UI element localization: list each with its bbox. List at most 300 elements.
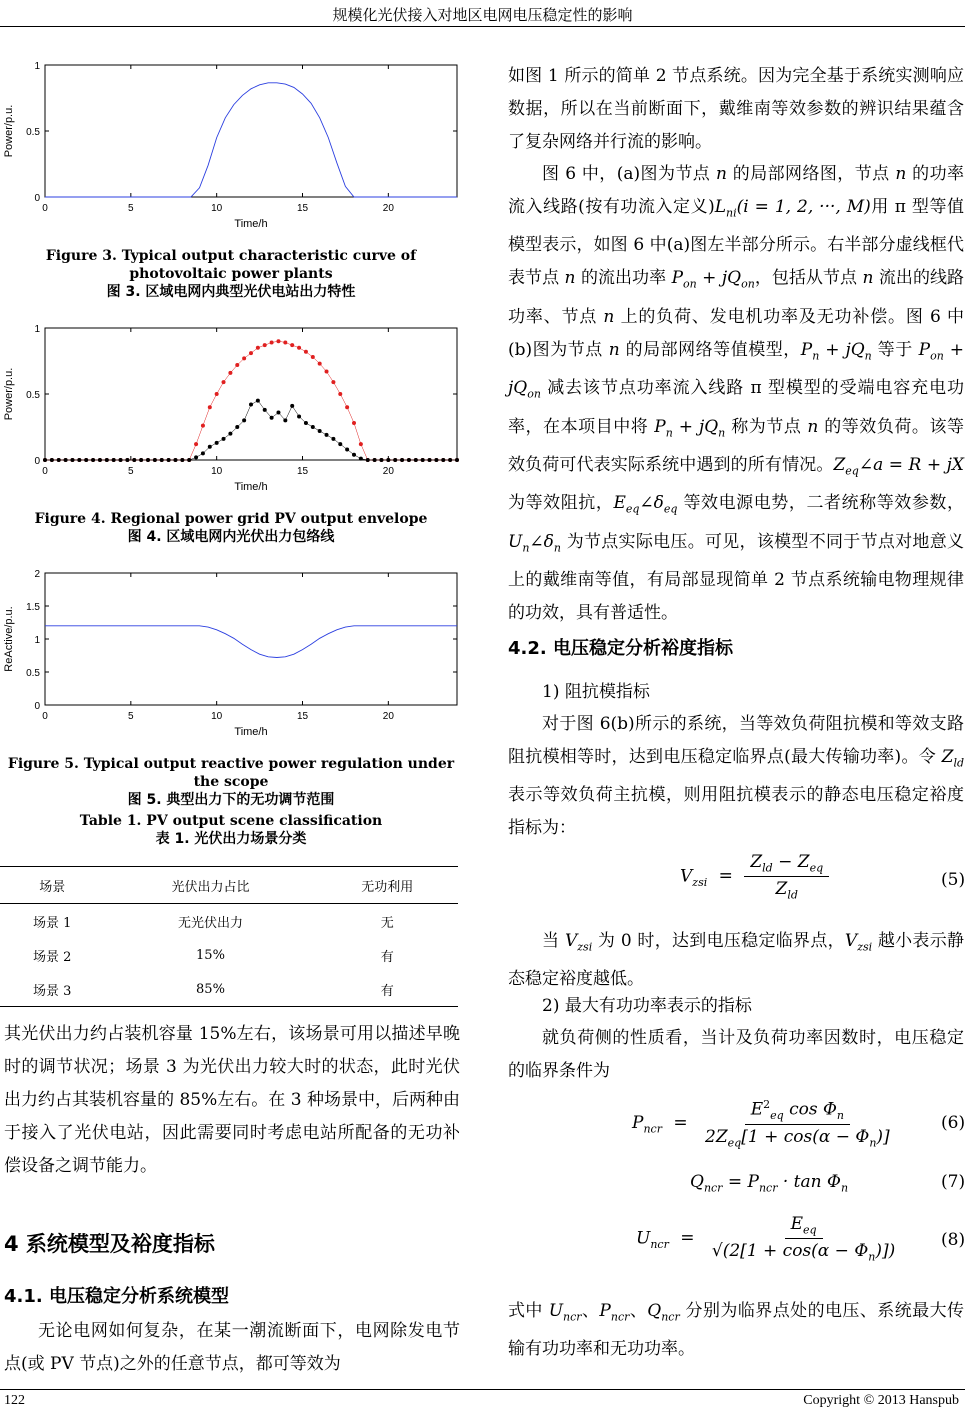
text-run: 越小表示静态稳定裕度越低。 (508, 931, 965, 990)
series-line (45, 401, 457, 460)
math-var: E (750, 1099, 764, 1120)
data-point (407, 458, 411, 462)
data-point (345, 405, 349, 409)
math-var: n (807, 416, 819, 437)
data-point (228, 371, 232, 375)
data-point (331, 380, 335, 384)
series-line (45, 83, 457, 197)
series-line (45, 341, 457, 460)
denominator: $√(2[1 + \cos(\alpha - \Phi_n)])$ (711, 1241, 896, 1264)
math-expr: + jQ (696, 268, 742, 289)
data-point (167, 458, 171, 462)
section-4-heading: 4 系统模型及裕度指标 (4, 1232, 215, 1256)
math-var: P (918, 339, 931, 360)
math-var: V (564, 931, 578, 951)
section-42-heading: 4.2. 电压稳定分析裕度指标 (508, 638, 733, 659)
data-point (352, 421, 356, 425)
y-tick-label: 0 (34, 456, 40, 467)
table-header-row (0, 867, 458, 904)
item-1: 1) 阻抗模指标 (542, 682, 650, 702)
math-expr: + jQ (508, 339, 964, 399)
data-point (379, 458, 383, 462)
data-point (112, 458, 116, 462)
math-sub: ni (726, 206, 737, 220)
text-run: 流出的线路功率、节点 (508, 268, 965, 327)
math-op: = (673, 1113, 688, 1134)
text-run: 、 (629, 1301, 648, 1321)
text-run: 的等效负荷。该等效负荷可代表实际系统中遇到的所有情况。 (508, 416, 965, 475)
math-var: n (608, 339, 620, 360)
right-paragraph-6 (508, 1295, 964, 1366)
data-point (201, 451, 205, 455)
copyright: Copyright © 2013 Hanspub (803, 1393, 959, 1408)
math-sub: zsi (577, 940, 593, 954)
math-expr: √(2[1 + cos(α − Φ (711, 1241, 869, 1262)
item-2: 2) 最大有功功率表示的指标 (542, 996, 752, 1016)
data-point (43, 458, 47, 462)
math-var: L (714, 197, 727, 217)
data-point (283, 341, 287, 345)
data-point (249, 351, 253, 355)
fraction (706, 1214, 901, 1264)
data-point (318, 429, 322, 433)
x-tick-label: 10 (211, 203, 223, 214)
data-point (105, 458, 109, 462)
data-point (338, 392, 342, 396)
y-tick-label: 1 (34, 61, 40, 72)
chart-fig4 (0, 318, 462, 498)
data-point (70, 458, 74, 462)
table-cell: 有 (317, 972, 458, 1007)
table-header: 无功利用 (317, 867, 458, 904)
y-tick-label: 0 (34, 701, 40, 712)
data-point (352, 453, 356, 457)
math-var: E (790, 1214, 804, 1234)
y-axis-label: Power/p.u. (3, 104, 15, 158)
data-point (91, 458, 95, 462)
equation-5 (680, 852, 829, 902)
text-run: 为等效阻抗， (508, 493, 614, 514)
data-point (215, 392, 219, 396)
data-point (325, 370, 329, 374)
math-sub: n (553, 541, 561, 555)
table-header: 光伏出力占比 (104, 867, 316, 904)
table1-caption-en: Table 1. PV output scene classification (79, 813, 383, 829)
math-sub: eq (803, 1223, 817, 1237)
figure3-caption-zh: 图 3. 区域电网内典型光伏电站出力特性 (106, 284, 356, 300)
math-sub: ncr (703, 1181, 723, 1195)
data-point (311, 425, 315, 429)
data-point (208, 445, 212, 449)
x-tick-label: 10 (211, 711, 223, 722)
math-expr: + jQ (672, 416, 719, 437)
data-point (325, 433, 329, 437)
data-point (359, 457, 363, 461)
table-row (0, 938, 458, 972)
data-point (414, 458, 418, 462)
math-var: V (680, 866, 693, 887)
math-sub: n (869, 1136, 877, 1150)
numerator (745, 1098, 850, 1125)
math-var: P (654, 416, 666, 437)
left-paragraph-1: 其光伏出力约占装机容量 15%左右，该场景可用以描述早晚时的调节状况；场景 3 为光伏出力较大时的状态，此时光伏出力约占其装机容量的 85%左右。在 3 种场景中，后两种由于接入了光伏电站，因此需要同时考虑电站所配备的无功补偿设备之调节能力。 (4, 1024, 460, 1176)
table-cell: 15% (196, 947, 225, 963)
table-row (0, 972, 458, 1007)
math-var: Q (690, 1172, 704, 1192)
data-point (242, 356, 246, 360)
math-sub: eq (727, 1136, 742, 1150)
page-number: 122 (4, 1393, 25, 1408)
fraction (699, 1098, 896, 1149)
math-sup: 2 (763, 1098, 771, 1111)
table-cell: 有 (380, 949, 394, 965)
data-point (448, 458, 452, 462)
math-sub: ncr (610, 1310, 630, 1324)
chart-fig5 (0, 563, 462, 743)
math-sub: ncr (563, 1310, 582, 1324)
math-sub: ld (762, 861, 773, 875)
math-sub: eq (845, 464, 859, 478)
math-sub: zsi (692, 875, 708, 889)
data-point (373, 458, 377, 462)
figure4-caption (0, 510, 462, 546)
data-point (208, 405, 212, 409)
right-paragraph-2 (508, 158, 964, 630)
math-sub: n (864, 349, 872, 363)
fraction (744, 852, 829, 902)
data-point (119, 458, 123, 462)
data-point (318, 362, 322, 366)
y-tick-label: 1.5 (26, 602, 40, 613)
table-header: 场景 (0, 867, 104, 904)
math-expr: ∠a = R + jX (858, 454, 965, 475)
data-point (290, 404, 294, 408)
data-point (263, 408, 267, 412)
figure4-caption-zh: 图 4. 区域电网内光伏出力包络线 (127, 529, 335, 545)
data-point (222, 380, 226, 384)
data-point (50, 458, 54, 462)
table-cell: 场景 3 (0, 972, 104, 1007)
section-41-heading: 4.1. 电压稳定分析系统模型 (4, 1286, 229, 1307)
data-point (270, 341, 274, 345)
math-sub: on (741, 277, 755, 291)
table-cell: 85% (104, 972, 316, 1007)
x-tick-label: 0 (42, 711, 48, 722)
table1-caption (0, 812, 462, 848)
math-var: n (716, 164, 727, 184)
text-run: 的流出功率 (575, 268, 672, 289)
numerator (744, 852, 829, 877)
math-sub: n (836, 1109, 845, 1123)
x-axis-label: Time/h (234, 726, 268, 738)
figure5-caption-en: Figure 5. Typical output reactive power regulation under the scope (7, 756, 455, 790)
math-sub: n (522, 541, 530, 555)
data-point (304, 350, 308, 354)
data-point (434, 458, 438, 462)
math-sub: n (868, 1250, 876, 1264)
data-point (338, 442, 342, 446)
math-sub: on (930, 349, 944, 363)
math-sub: n (718, 425, 726, 439)
right-paragraph-5: 就负荷侧的性质看，当计及负荷功率因数时，电压稳定的临界条件为 (508, 1028, 964, 1081)
equation-6-number: (6) (941, 1113, 965, 1133)
text-run: 减去该节点功率流入线路 π 型模型的受端电容充电功率，在本项目中将 (508, 378, 964, 437)
math-sub: ld (953, 756, 964, 770)
figure5-caption-zh: 图 5. 典型出力下的无功调节范围 (127, 792, 335, 808)
y-axis-label: Power/p.u. (3, 367, 15, 421)
equation-8-number: (8) (941, 1230, 965, 1250)
data-point (98, 458, 102, 462)
math-sub: ncr (661, 1310, 680, 1324)
data-point (276, 339, 280, 343)
math-expr: [1 + cos(α − Φ (741, 1127, 870, 1148)
header-rule (0, 26, 965, 27)
math-op: = (680, 1228, 695, 1249)
x-tick-label: 5 (128, 466, 134, 477)
math-var: P (800, 339, 813, 360)
table-row (0, 904, 458, 939)
text-run: 当 (542, 931, 565, 951)
text-run: 用 π 型等值模型表示，如图 6 中(a)图左半部分所示。右半部分虚线框代表节点 (508, 197, 964, 289)
x-tick-label: 0 (42, 203, 48, 214)
figure5-caption (0, 755, 462, 809)
math-var: n (603, 306, 615, 327)
data-point (421, 458, 425, 462)
math-expr: · tan Φ (777, 1172, 841, 1192)
plot-frame (45, 65, 457, 197)
math-var: U (508, 531, 523, 552)
data-point (215, 441, 219, 445)
data-point (132, 458, 136, 462)
data-point (84, 458, 88, 462)
figure3-caption-en: Figure 3. Typical output characteristic curve of photovoltaic power plants (45, 248, 417, 282)
data-point (222, 437, 226, 441)
data-point (194, 455, 198, 459)
chart-fig3 (0, 55, 462, 235)
text-run: ，包括从节点 (754, 268, 863, 289)
text-run: 表示等效负荷主抗模，则用阻抗模表示的静态电压稳定裕度指标为： (508, 785, 964, 839)
data-point (187, 458, 191, 462)
data-point (139, 458, 143, 462)
data-point (173, 458, 177, 462)
equation-6 (632, 1098, 896, 1149)
scene-table (0, 866, 458, 1007)
math-var: Z (941, 747, 954, 767)
data-point (270, 416, 274, 420)
equation-7-number: (7) (941, 1172, 965, 1192)
math-var: Z (775, 879, 788, 900)
x-tick-label: 20 (382, 711, 394, 722)
math-sub: n (812, 349, 820, 363)
text-run: 的局部网络图，节点 (726, 164, 896, 184)
x-axis-label: Time/h (234, 218, 268, 230)
footer-rule (0, 1389, 965, 1390)
data-point (290, 343, 294, 347)
x-tick-label: 20 (382, 466, 394, 477)
data-point (249, 403, 253, 407)
y-tick-label: 1 (34, 324, 40, 335)
math-var: P (599, 1301, 611, 1321)
data-point (345, 447, 349, 451)
data-point (57, 458, 61, 462)
math-var: V (844, 931, 858, 951)
data-point (146, 458, 150, 462)
data-point (366, 458, 370, 462)
math-var: n (862, 268, 874, 289)
data-point (304, 421, 308, 425)
data-point (125, 458, 129, 462)
data-point (311, 355, 315, 359)
data-point (441, 458, 445, 462)
table-cell: 场景 2 (33, 949, 72, 965)
figure3-caption (0, 247, 462, 301)
text-run: 称为节点 (725, 416, 808, 437)
data-point (386, 458, 390, 462)
data-point (228, 432, 232, 436)
math-sub: ld (787, 888, 798, 902)
text-run: 、 (581, 1301, 600, 1321)
math-var: P (671, 268, 684, 289)
math-sub: on (527, 387, 541, 401)
y-tick-label: 1 (34, 635, 40, 646)
y-tick-label: 0.5 (26, 390, 40, 401)
math-op: = (718, 866, 733, 887)
table-cell: 无光伏出力 (177, 915, 243, 931)
math-var: Q (647, 1301, 662, 1321)
figure4-caption-en: Figure 4. Regional power grid PV output envelope (34, 511, 428, 527)
data-point (77, 458, 81, 462)
y-tick-label: 0.5 (26, 668, 40, 679)
text-run: 为 0 时，达到电压稳定临界点， (592, 931, 845, 951)
data-point (297, 346, 301, 350)
math-sub: n (665, 425, 673, 439)
y-axis-label: ReActive/p.u. (3, 606, 15, 672)
math-expr: = P (722, 1172, 759, 1192)
math-sub: eq (625, 502, 640, 516)
data-point (180, 458, 184, 462)
data-point (256, 399, 260, 403)
plot-frame (45, 328, 457, 460)
math-sub: on (683, 277, 697, 291)
math-var: U (548, 1301, 564, 1321)
text-run: 上的负荷、发电机功率及无功补偿。图 6 中(b)图为节点 (508, 306, 964, 360)
data-point (242, 418, 246, 422)
table-cell: 场景 1 (33, 915, 72, 931)
math-var: n (564, 268, 576, 289)
text-run: 等于 (871, 339, 919, 360)
math-sub: ncr (643, 1122, 662, 1136)
table-cell: 无 (380, 915, 394, 931)
math-sub: eq (663, 502, 678, 516)
numerator (785, 1214, 823, 1239)
math-sub: eq (770, 1109, 784, 1123)
text-run: 式中 (508, 1301, 549, 1321)
text-run: 为节点实际电压。可见，该模型不同于节点对地意义上的戴维南等值，有局部显现简单 2 节点系统输电物理规律的功效，具有普适性。 (508, 531, 964, 624)
math-sub: n (840, 1181, 849, 1195)
data-point (331, 437, 335, 441)
right-paragraph-4 (508, 925, 964, 996)
x-tick-label: 5 (128, 203, 134, 214)
denominator (770, 877, 804, 901)
data-point (359, 442, 363, 446)
data-point (400, 458, 404, 462)
text-run: 的局部网络等值模型， (619, 339, 801, 360)
plot-frame (45, 573, 457, 705)
math-expr: ∠δ (639, 493, 664, 514)
text-run: 等效电源电势，二者统称等效参数， (677, 493, 965, 514)
x-tick-label: 0 (42, 466, 48, 477)
y-tick-label: 0.5 (26, 127, 40, 138)
data-point (153, 458, 157, 462)
data-point (297, 414, 301, 418)
math-sub: ncr (650, 1237, 669, 1251)
math-expr: + jQ (819, 339, 865, 360)
denominator (699, 1125, 896, 1149)
running-header: 规模化光伏接入对地区电网电压稳定性的影响 (332, 6, 633, 24)
data-point (256, 346, 260, 350)
data-point (235, 425, 239, 429)
math-expr: ∠δ (529, 531, 554, 552)
right-paragraph-1: 如图 1 所示的简单 2 节点系统。因为完全基于系统实测响应数据，所以在当前断面下，戴维南等效参数的辨识结果蕴含了复杂网络并行流的影响。 (508, 66, 964, 152)
data-point (283, 418, 287, 422)
x-tick-label: 20 (382, 203, 394, 214)
text-run: 对于图 6(b)所示的系统，当等效负荷阻抗模和等效支路阻抗模相等时，达到电压稳定临界点(最大传输功率)。令 (508, 714, 964, 767)
math-sub: ncr (758, 1181, 778, 1195)
math-expr: cos Φ (789, 1099, 837, 1120)
math-expr: )] (876, 1127, 890, 1148)
equation-5-number: (5) (941, 870, 965, 890)
x-tick-label: 5 (128, 711, 134, 722)
equation-7 (690, 1172, 848, 1194)
x-tick-label: 15 (296, 466, 309, 477)
data-point (194, 442, 198, 446)
x-axis-label: Time/h (234, 481, 268, 493)
equation-8 (636, 1214, 901, 1264)
math-var: Z (833, 454, 846, 475)
y-tick-label: 2 (34, 569, 40, 580)
math-expr: (i = 1, 2, ···, M) (736, 197, 871, 217)
math-var: E (613, 493, 626, 514)
left-paragraph-2: 无论电网如何复杂，在某一潮流断面下，电网除发电节点(或 PV 节点)之外的任意节点，都可等效为 (4, 1321, 460, 1374)
series-line (45, 626, 457, 658)
data-point (235, 363, 239, 367)
text-run: 分别为临界点处的电压、系统最大传输有功功率和无功功率。 (508, 1301, 965, 1360)
x-tick-label: 15 (296, 711, 309, 722)
data-point (160, 458, 164, 462)
data-point (263, 343, 267, 347)
data-point (428, 458, 432, 462)
x-tick-label: 10 (211, 466, 223, 477)
data-point (201, 424, 205, 428)
math-var: n (895, 164, 907, 184)
text-run: 的功率流入线路(按有功流入定义) (508, 164, 965, 217)
data-point (455, 458, 459, 462)
math-var: Z (750, 852, 763, 872)
text-run: 图 6 中，(a)图为节点 (542, 164, 717, 184)
data-point (393, 458, 397, 462)
x-tick-label: 15 (296, 203, 309, 214)
math-var: P (632, 1113, 644, 1134)
data-point (64, 458, 68, 462)
table1-caption-zh: 表 1. 光伏出力场景分类 (155, 831, 307, 847)
y-tick-label: 0 (34, 193, 40, 204)
math-var: U (636, 1228, 651, 1249)
math-expr: − Z (772, 852, 810, 872)
math-expr: 2Z (705, 1127, 728, 1148)
data-point (276, 410, 280, 414)
math-expr: )] (875, 1241, 889, 1262)
math-sub: eq (809, 861, 824, 875)
